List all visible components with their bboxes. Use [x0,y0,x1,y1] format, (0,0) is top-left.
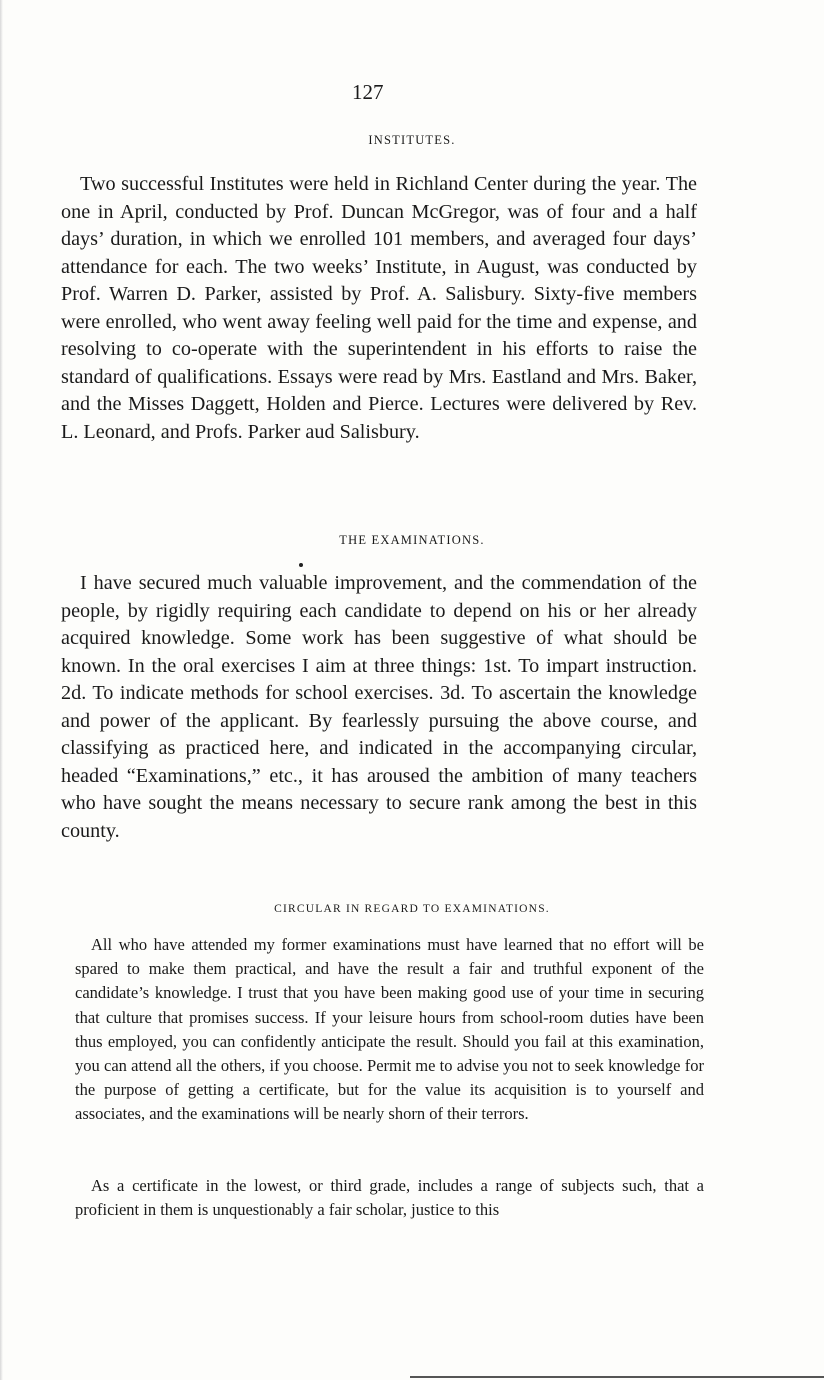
heading-circular: CIRCULAR IN REGARD TO EXAMINATIONS. [274,903,550,915]
page-bottom-edge [410,1376,824,1378]
page-number: 127 [352,80,384,104]
print-speck [299,563,303,567]
heading-institutes: INSTITUTES. [368,133,456,147]
paragraph-circular-1: All who have attended my former examinations must have learned that no effort will be spared to make them practical, and have the result a fair and truthful exponent of the candidate’s knowledge. I trust that you have been making good use of your time in securing that culture that promises success. If your leisure hours from school-room duties have been thus employed, you can confidently anticipate the result. Should you fail at this examination, you can attend all the others, if you choose. Permit me to advise you not to seek knowledge for the purpose of getting a certificate, but for the value its acquisition is to yourself and associates, and the examinations will be nearly shorn of their terrors. [75,935,704,1124]
page-left-edge [0,0,3,1380]
paragraph-examinations: I have secured much valuable improvement, and the commendation of the people, by rigidly requiring each candidate to depend on his or her already acquired knowledge. Some work has been suggestive of what should be known. In the oral exercises I aim at three things: 1st. To impart instruction. 2d. To indicate methods for school exercises. 3d. To ascertain the knowledge and power of the applicant. By fearlessly pursuing the above course, and classifying as practiced here, and indicated in the accompanying circular, headed “Examinations,” etc., it has aroused the ambition of many teachers who have sought the means necessary to secure rank among the best in this county. [61,572,697,842]
paragraph-institutes: Two successful Institutes were held in Richland Center during the year. The one in April, conducted by Prof. Duncan McGregor, was of four and a half days’ duration, in which we enrolled 101 members, and averaged four days’ attendance for each. The two weeks’ Institute, in August, was conducted by Prof. Warren D. Parker, assisted by Prof. A. Salisbury. Sixty-five members were enrolled, who went away feeling well paid for the time and expense, and resolving to co-operate with the superintendent in his efforts to raise the standard of qualifications. Essays were read by Mrs. Eastland and Mrs. Baker, and the Misses Daggett, Holden and Pierce. Lectures were delivered by Rev. L. Leonard, and Profs. Parker aud Salisbury. [61,173,697,443]
heading-examinations: THE EXAMINATIONS. [339,533,485,547]
paragraph-circular-2: As a certificate in the lowest, or third grade, includes a range of subjects such, that a proficient in them is unquestionably a fair scholar, justice to this [75,1176,704,1220]
